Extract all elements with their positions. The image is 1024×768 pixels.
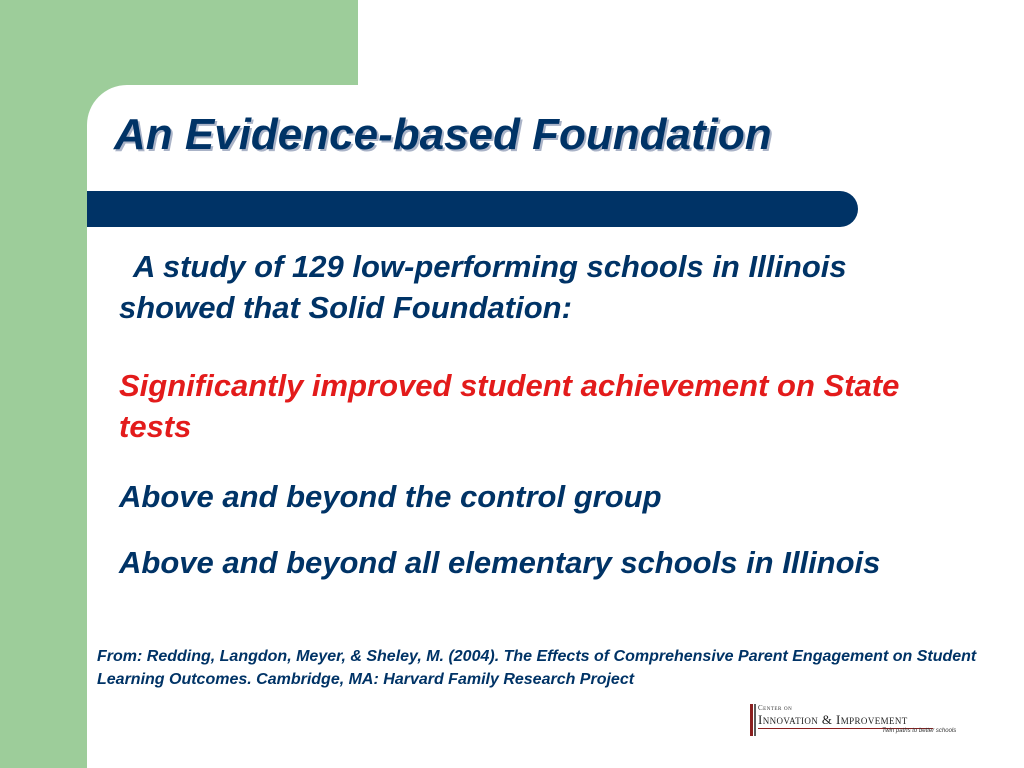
sidebar-decoration xyxy=(0,0,87,768)
logo-tagline: Twin paths to better schools xyxy=(882,728,957,734)
point-elementary-schools: Above and beyond all elementary schools in Illinois xyxy=(119,545,881,580)
logo-line2: Innovation & Improvement xyxy=(758,712,908,727)
citation-text: From: Redding, Langdon, Meyer, & Sheley, M. (2004). The Effects of Comprehensive Parent Engagement on Student Learning Outcomes. Cambridge, MA: Harvard Family Research Project xyxy=(97,648,977,688)
intro-paragraph: A study of 129 low-performing schools in Illinois showed that Solid Foundation: xyxy=(119,249,847,325)
highlight-paragraph: Significantly improved student achievement on State tests xyxy=(119,368,900,444)
center-logo xyxy=(750,702,965,742)
logo-line1: Center on xyxy=(758,704,793,712)
logo-red-bar xyxy=(750,704,753,736)
title-underline-bar xyxy=(87,191,858,227)
point-control-group: Above and beyond the control group xyxy=(119,479,662,514)
slide-title: An Evidence-based Foundation xyxy=(114,110,772,159)
logo-gray-bar xyxy=(754,704,756,736)
